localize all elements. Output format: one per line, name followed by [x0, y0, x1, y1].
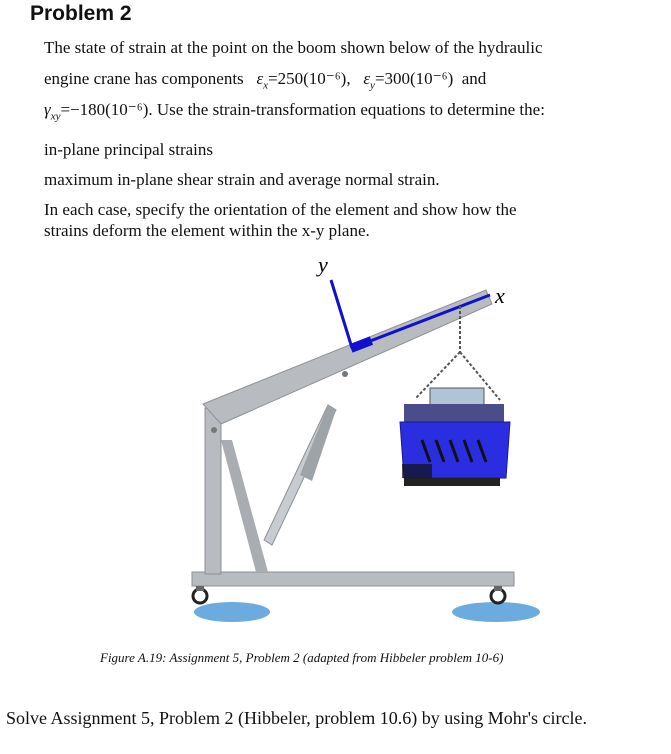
caster-right	[494, 586, 502, 591]
problem-heading: Problem 2	[30, 2, 132, 25]
item-principal-strains: in-plane principal strains	[44, 140, 214, 159]
solve-instruction: Solve Assignment 5, Problem 2 (Hibbeler, problem 10.6) by using Mohr's circle.	[6, 708, 587, 728]
epsilon-x-symbol: $\varepsilon_x$	[256, 69, 269, 92]
floor-shadow-right	[452, 602, 540, 622]
epsilon-x-value: =250(10⁻⁶),	[268, 69, 351, 88]
wheel-left-icon	[193, 589, 207, 603]
engine-valve-cover	[404, 404, 504, 424]
wheel-right-icon	[491, 589, 505, 603]
engine-intake	[430, 388, 484, 406]
x-axis-line	[352, 295, 490, 348]
and-word: and	[461, 69, 487, 88]
epsilon-y-symbol: $\varepsilon_y$	[363, 69, 375, 92]
caster-left	[196, 586, 204, 591]
intro-line-1: The state of strain at the point on the boom shown below of the hydraulic	[44, 38, 543, 57]
gamma-xy-value: =−180(10⁻⁶).	[60, 100, 153, 119]
intro-line-2-prefix: engine crane has components	[44, 69, 244, 88]
engine-pan	[404, 478, 500, 486]
instruction-line-2: strains deform the element within the x-y plane.	[44, 221, 370, 240]
boom-pivot	[342, 371, 348, 377]
figure-caption: Figure A.19: Assignment 5, Problem 2 (adapted from Hibbeler problem 10-6)	[100, 650, 504, 665]
y-axis-label: y	[318, 252, 328, 277]
y-axis-line	[331, 280, 352, 348]
epsilon-y-value: =300(10⁻⁶)	[374, 69, 454, 88]
item-max-shear-strain: maximum in-plane shear strain and average normal strain.	[44, 170, 440, 189]
instruction-line-1: In each case, specify the orientation of the element and show how the	[44, 200, 517, 219]
hydraulic-cylinder-barrel	[300, 405, 336, 481]
x-axis-label: x	[495, 283, 505, 308]
floor-shadow-left	[194, 602, 270, 622]
mast-brace	[221, 440, 268, 572]
mast-pivot	[211, 427, 217, 433]
engine-mount	[402, 464, 432, 478]
base-beam	[192, 572, 514, 586]
gamma-xy-symbol: $\gamma_{xy}$	[44, 100, 61, 123]
vertical-mast	[205, 408, 221, 574]
intro-line-3-suffix: Use the strain-transformation equations to determine the:	[156, 100, 545, 119]
